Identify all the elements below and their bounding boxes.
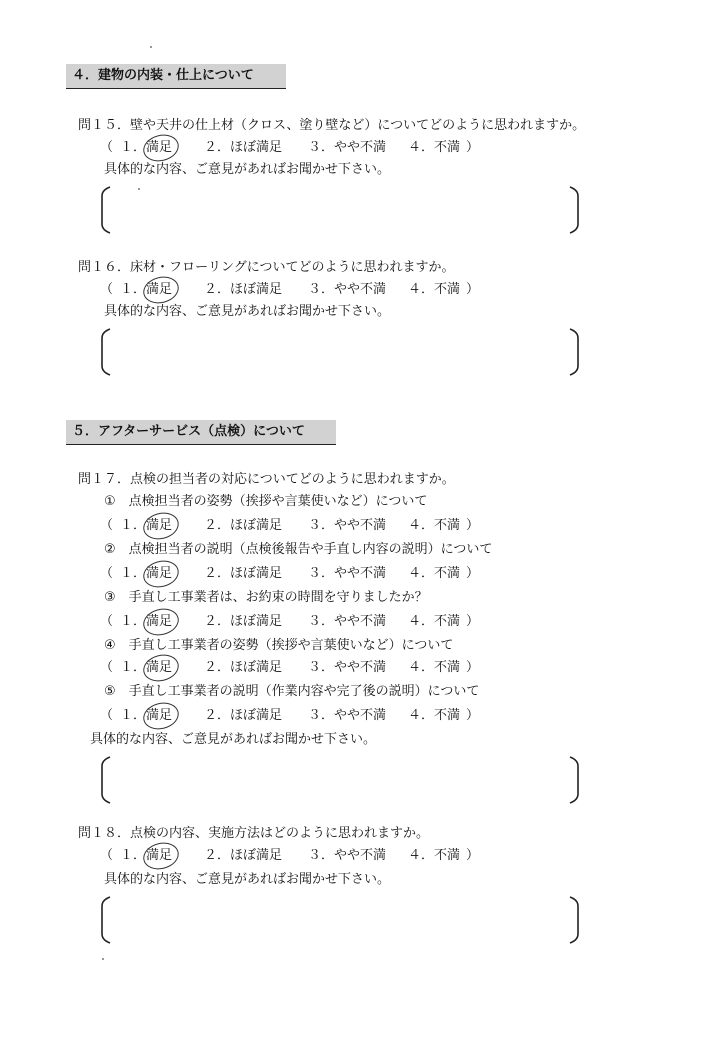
selection-circle-mark (140, 839, 181, 873)
options-close-paren: ） (466, 660, 480, 675)
options-open-paren: （ (100, 282, 114, 297)
answer-box-q16[interactable] (100, 328, 580, 376)
option-somewhat-dissatisfied[interactable]: ３．やや不満 (308, 848, 387, 863)
question-17-item-5: ⑤ 手直し工事業者の説明（作業内容や完了後の説明）について (104, 684, 480, 699)
left-bracket-icon (100, 186, 112, 234)
right-bracket-icon (568, 896, 580, 944)
option-mostly-satisfied[interactable]: ２．ほぼ満足 (204, 708, 283, 723)
option-dissatisfied[interactable]: ４．不満 (408, 614, 461, 629)
options-open-paren: （ (100, 566, 114, 581)
option-somewhat-dissatisfied[interactable]: ３．やや不満 (308, 614, 387, 629)
question-15-options (100, 140, 480, 156)
option-mostly-satisfied[interactable]: ２．ほぼ満足 (204, 518, 283, 533)
question-18-text: 問１８．点検の内容、実施方法はどのように思われますか。 (78, 826, 430, 841)
comment-prompt: 具体的な内容、ご意見があればお聞かせ下さい。 (90, 732, 377, 747)
option-satisfied[interactable]: １．満足 (120, 614, 173, 629)
question-17-item-3-options (100, 614, 480, 630)
question-16-text: 問１６．床材・フローリングについてどのように思われますか。 (78, 260, 455, 275)
option-mostly-satisfied[interactable]: ２．ほぼ満足 (204, 614, 283, 629)
left-bracket-icon (100, 756, 112, 804)
section-5-title: ５．アフターサービス（点検）について (72, 424, 305, 439)
answer-box-q17[interactable] (100, 756, 580, 804)
question-17-item-1: ① 点検担当者の姿勢（挨拶や言葉使いなど）について (104, 494, 428, 509)
right-bracket-icon (568, 756, 580, 804)
option-mostly-satisfied[interactable]: ２．ほぼ満足 (204, 660, 283, 675)
options-close-paren: ） (466, 566, 480, 581)
option-dissatisfied[interactable]: ４．不満 (408, 708, 461, 723)
options-close-paren: ） (466, 708, 480, 723)
options-open-paren: （ (100, 140, 114, 155)
option-satisfied[interactable]: １．満足 (120, 282, 173, 297)
option-satisfied[interactable]: １．満足 (120, 518, 173, 533)
section-4-title: ４．建物の内装・仕上について (72, 68, 254, 83)
option-satisfied[interactable]: １．満足 (120, 140, 173, 155)
question-17-item-2-options (100, 566, 480, 582)
option-somewhat-dissatisfied[interactable]: ３．やや不満 (308, 660, 387, 675)
question-17-item-5-options (100, 708, 480, 724)
section-4-header (66, 64, 286, 89)
comment-prompt: 具体的な内容、ご意見があればお聞かせ下さい。 (104, 304, 391, 319)
options-close-paren: ） (466, 614, 480, 629)
option-dissatisfied[interactable]: ４．不満 (408, 566, 461, 581)
options-close-paren: ） (466, 140, 480, 155)
options-open-paren: （ (100, 614, 114, 629)
scan-speck (150, 46, 152, 48)
selection-circle-mark (140, 509, 181, 543)
question-16-options (100, 282, 480, 298)
section-5-header (66, 420, 336, 445)
selection-circle-mark (140, 557, 181, 591)
comment-prompt: 具体的な内容、ご意見があればお聞かせ下さい。 (104, 162, 391, 177)
options-close-paren: ） (466, 518, 480, 533)
option-somewhat-dissatisfied[interactable]: ３．やや不満 (308, 140, 387, 155)
question-17-text: 問１７．点検の担当者の対応についてどのように思われますか。 (78, 472, 455, 487)
option-dissatisfied[interactable]: ４．不満 (408, 518, 461, 533)
question-17-item-4-options (100, 660, 480, 676)
options-close-paren: ） (466, 282, 480, 297)
question-17-item-2: ② 点検担当者の説明（点検後報告や手直し内容の説明）について (104, 542, 493, 557)
options-open-paren: （ (100, 708, 114, 723)
option-mostly-satisfied[interactable]: ２．ほぼ満足 (204, 282, 283, 297)
question-15-text: 問１５．壁や天井の仕上材（クロス、塗り壁など）についてどのように思われますか。 (78, 118, 586, 133)
option-satisfied[interactable]: １．満足 (120, 848, 173, 863)
answer-box-q15[interactable] (100, 186, 580, 234)
option-satisfied[interactable]: １．満足 (120, 660, 173, 675)
option-dissatisfied[interactable]: ４．不満 (408, 848, 461, 863)
option-dissatisfied[interactable]: ４．不満 (408, 140, 461, 155)
scan-speck (102, 958, 104, 960)
option-mostly-satisfied[interactable]: ２．ほぼ満足 (204, 848, 283, 863)
scan-speck (138, 188, 140, 190)
answer-box-q18[interactable] (100, 896, 580, 944)
left-bracket-icon (100, 328, 112, 376)
option-satisfied[interactable]: １．満足 (120, 708, 173, 723)
option-mostly-satisfied[interactable]: ２．ほぼ満足 (204, 140, 283, 155)
option-somewhat-dissatisfied[interactable]: ３．やや不満 (308, 708, 387, 723)
options-open-paren: （ (100, 848, 114, 863)
question-17-item-4: ④ 手直し工事業者の姿勢（挨拶や言葉使いなど）について (104, 638, 454, 653)
option-mostly-satisfied[interactable]: ２．ほぼ満足 (204, 566, 283, 581)
right-bracket-icon (568, 328, 580, 376)
option-somewhat-dissatisfied[interactable]: ３．やや不満 (308, 282, 387, 297)
options-open-paren: （ (100, 660, 114, 675)
question-17-item-1-options (100, 518, 480, 534)
right-bracket-icon (568, 186, 580, 234)
selection-circle-mark (140, 605, 181, 639)
option-dissatisfied[interactable]: ４．不満 (408, 282, 461, 297)
question-18-options (100, 848, 480, 864)
left-bracket-icon (100, 896, 112, 944)
option-satisfied[interactable]: １．満足 (120, 566, 173, 581)
comment-prompt: 具体的な内容、ご意見があればお聞かせ下さい。 (104, 872, 391, 887)
options-open-paren: （ (100, 518, 114, 533)
selection-circle-mark (140, 131, 181, 165)
selection-circle-mark (140, 699, 181, 733)
option-dissatisfied[interactable]: ４．不満 (408, 660, 461, 675)
option-somewhat-dissatisfied[interactable]: ３．やや不満 (308, 566, 387, 581)
option-somewhat-dissatisfied[interactable]: ３．やや不満 (308, 518, 387, 533)
selection-circle-mark (140, 651, 181, 685)
question-17-item-3: ③ 手直し工事業者は、お約束の時間を守りましたか？ (104, 590, 428, 605)
options-close-paren: ） (466, 848, 480, 863)
selection-circle-mark (140, 273, 181, 307)
